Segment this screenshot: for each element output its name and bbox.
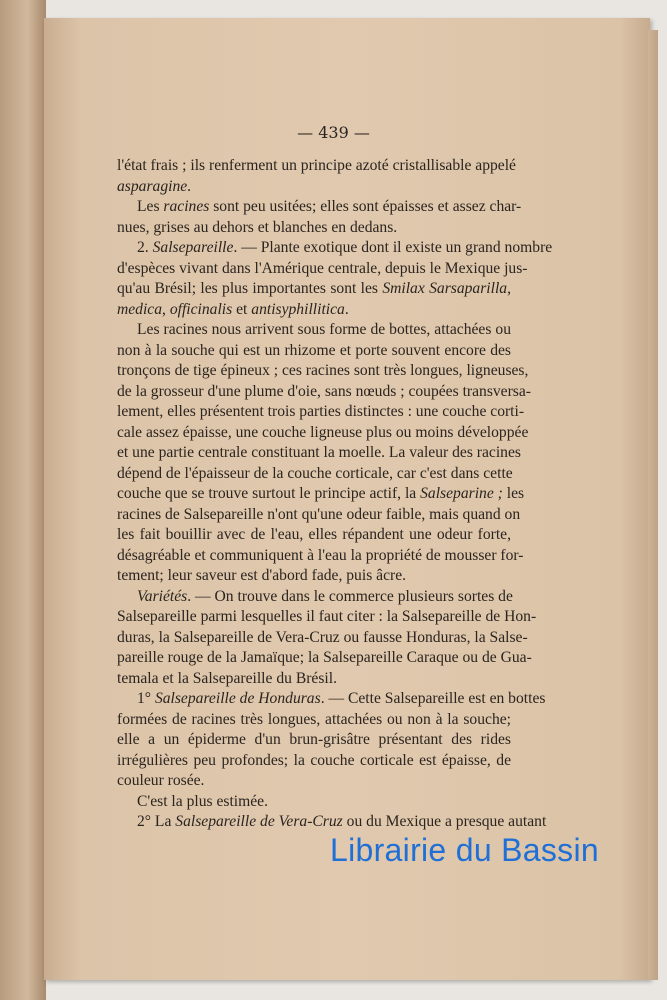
text-line	[117, 525, 511, 546]
italic-text: racines	[163, 198, 210, 215]
text-run: Les racines nous arrivent sous forme de bottes, attachées ou	[137, 321, 511, 338]
text-line	[117, 505, 521, 526]
text-run: couleur rosée.	[117, 772, 205, 789]
text-run: 1°	[137, 690, 155, 707]
italic-text: officinalis	[169, 300, 233, 318]
text-run: d'espèces vivant dans l'Amérique centrale, depuis le Mexique jus-	[117, 259, 528, 277]
text-line	[117, 279, 511, 300]
text-run: dépend de l'épaisseur de la couche corticale, car c'est dans cette	[117, 464, 513, 482]
text-run: duras, la Salsepareille de Vera-Cruz ou fausse Honduras, la Salse-	[117, 628, 528, 646]
text-line	[117, 587, 511, 608]
text-line	[117, 669, 511, 690]
text-line	[117, 443, 521, 464]
text-line	[117, 710, 511, 731]
text-run: sont peu usitées; elles sont épaisses et assez char-	[209, 198, 522, 215]
text-line	[117, 751, 511, 772]
italic-text: Salsepareille de Honduras	[154, 690, 321, 707]
text-run: . — On trouve dans le commerce plusieurs sortes de	[187, 587, 513, 605]
text-run: cale assez épaisse, une couche ligneuse plus ou moins développée	[117, 423, 529, 441]
watermark: Librairie du Bassin	[330, 832, 599, 868]
text-run: ,	[162, 300, 170, 318]
text-line	[117, 341, 511, 362]
text-run: C'est la plus estimée.	[137, 792, 269, 810]
body-text	[117, 156, 553, 833]
italic-text: asparagine	[117, 177, 188, 195]
text-run: ,	[507, 280, 511, 297]
text-run: couche que se trouve surtout le principe actif, la	[117, 485, 421, 502]
text-run: . — Cette Salsepareille est en bottes	[320, 690, 546, 707]
text-line	[117, 607, 537, 628]
text-line	[117, 177, 511, 198]
text-run: irrégulières peu profondes; la couche corticale est épaisse, de	[117, 751, 511, 769]
text-run: elle a un épiderme d'un brun-grisâtre présentant des rides	[117, 731, 511, 748]
text-run: de la grosseur d'une plume d'oie, sans nœuds ; coupées transversa-	[117, 382, 531, 400]
text-run: et une partie centrale constituant la moelle. La valeur des racines	[117, 444, 521, 461]
italic-text: Salseparine ;	[420, 485, 503, 502]
text-run: temala et la Salsepareille du Brésil.	[117, 669, 337, 687]
text-run: ou du Mexique a presque autant	[342, 813, 547, 830]
text-line	[117, 382, 531, 403]
text-run: formées de racines très longues, attachées ou non à la souche;	[117, 710, 511, 728]
text-line	[117, 423, 529, 444]
text-run: lement, elles présentent trois parties distinctes : une couche corti-	[117, 403, 525, 420]
text-line	[117, 361, 529, 382]
text-line	[117, 730, 511, 751]
text-run: qu'au Brésil; les plus importantes sont les	[117, 280, 383, 297]
italic-text: Variétés	[137, 587, 188, 605]
text-run: et	[232, 300, 252, 318]
text-line	[117, 320, 511, 341]
previous-page-edge	[0, 0, 46, 1000]
text-line	[117, 238, 553, 259]
italic-text: Salsepareille	[152, 239, 234, 256]
italic-text: medica	[117, 300, 163, 318]
text-run: l'état frais ; ils renferment un principe azoté cristallisable appelé	[117, 157, 516, 174]
text-run: désagréable et communiquent à l'eau la propriété de mousser for-	[117, 546, 524, 564]
text-run: .	[187, 177, 192, 195]
text-run: non à la souche qui est un rhizome et porte souvent encore des	[117, 341, 511, 359]
text-run: .	[344, 300, 349, 318]
text-line	[117, 197, 522, 218]
italic-text: Smilax Sarsaparilla	[382, 280, 508, 297]
text-run: les fait bouillir avec de l'eau, elles répandent une odeur forte,	[117, 526, 511, 543]
text-line	[117, 402, 525, 423]
text-line	[117, 792, 511, 813]
text-line	[117, 689, 546, 710]
text-run: tement; leur saveur est d'abord fade, puis âcre.	[117, 567, 407, 584]
text-run: Les	[137, 198, 164, 215]
text-run: tronçons de tige épineux ; ces racines sont très longues, ligneuses,	[117, 362, 529, 379]
text-line	[117, 218, 511, 239]
text-line	[117, 546, 524, 567]
page-number: — 439 —	[297, 123, 370, 142]
text-run: pareille rouge de la Jamaïque; la Salsepareille Caraque ou de Gua-	[117, 649, 532, 666]
text-run: . — Plante exotique dont il existe un grand nombre	[233, 239, 553, 256]
text-line	[117, 259, 528, 280]
text-run: racines de Salsepareille n'ont qu'une odeur faible, mais quand on	[117, 505, 521, 523]
text-line	[117, 771, 511, 792]
text-line	[117, 464, 511, 485]
text-run: Salsepareille parmi lesquelles il faut citer : la Salsepareille de Hon-	[117, 608, 537, 625]
italic-text: antisyphillitica	[251, 300, 345, 318]
text-line	[117, 156, 516, 177]
text-run: 2° La	[137, 813, 176, 830]
text-line	[117, 566, 511, 587]
text-run: 2.	[137, 239, 153, 256]
text-run: les	[502, 485, 525, 502]
text-line	[117, 484, 525, 505]
text-line	[117, 648, 532, 669]
text-line	[117, 628, 528, 649]
page-stack-edge	[648, 30, 658, 980]
text-run: nues, grises au dehors et blanches en dedans.	[117, 218, 398, 236]
italic-text: Salsepareille de Vera-Cruz	[175, 813, 343, 830]
text-line	[117, 812, 547, 833]
text-line	[117, 300, 511, 321]
